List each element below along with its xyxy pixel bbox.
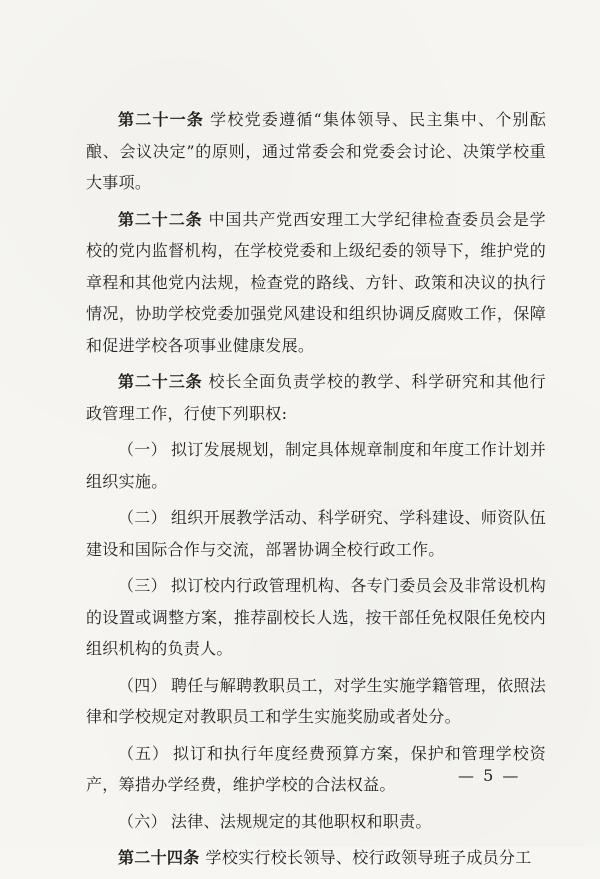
article-22-title: 第二十二条 — [118, 209, 203, 229]
article-24-text: 学校实行校长领导、校行政领导班子成员分工 — [205, 848, 532, 867]
list-item — [86, 806, 546, 838]
body-text — [86, 104, 546, 879]
item-number: （五） — [118, 743, 169, 763]
list-item — [86, 670, 546, 733]
item-number: （二） — [118, 508, 167, 527]
item-text: 组织开展教学活动、科学研究、学科建设、师资队伍建设和国际合作与交流，部署协调全校行政工作。 — [86, 508, 547, 559]
article-21-title: 第二十一条 — [118, 110, 205, 129]
article-23 — [86, 366, 546, 429]
item-text: 拟订和执行年度经费预算方案，保护和管理学校资产，筹措办学经费，维护学校的合法权益。 — [86, 743, 546, 794]
item-text: 拟订发展规划，制定具体规章制度和年度工作计划并组织实施。 — [86, 440, 547, 491]
article-22 — [86, 204, 546, 362]
list-item — [86, 434, 546, 497]
article-21-text: 学校党委遵循“集体领导、民主集中、个别酝酿、会议决定”的原则，通过常委会和党委会讨论、决策学校重大事项。 — [86, 110, 546, 192]
page-number: — 5 — — [458, 766, 521, 785]
item-number: （一） — [118, 440, 167, 459]
item-number: （六） — [118, 811, 167, 831]
article-21 — [86, 104, 546, 199]
item-number: （四） — [118, 675, 167, 695]
article-24-title: 第二十四条 — [118, 848, 200, 867]
article-22-text: 中国共产党西安理工大学纪律检查委员会是学校的党内监督机构，在学校党委和上级纪委的领导下，维护党的章程和其他党内法规，检查党的路线、方针、政策和决议的执行情况，协助学校党委加强党风建设和组织协调反腐败工作，保障和促进学校各项事业健康发展。 — [86, 209, 546, 355]
list-item — [86, 570, 546, 665]
item-text: 聘任与解聘教职员工，对学生实施学籍管理，依照法律和学校规定对教职员工和学生实施奖励或者处分。 — [86, 675, 547, 726]
item-text: 拟订校内行政管理机构、各专门委员会及非常设机构的设置或调整方案，推荐副校长人选，按干部任免权限任免校内组织机构的负责人。 — [86, 576, 547, 658]
article-23-text: 校长全面负责学校的教学、科学研究和其他行政管理工作，行使下列职权: — [86, 372, 546, 423]
item-text: 法律、法规规定的其他职权和职责。 — [170, 811, 432, 831]
item-number: （三） — [118, 576, 167, 595]
article-23-title: 第二十三条 — [118, 372, 203, 391]
list-item — [86, 502, 546, 565]
